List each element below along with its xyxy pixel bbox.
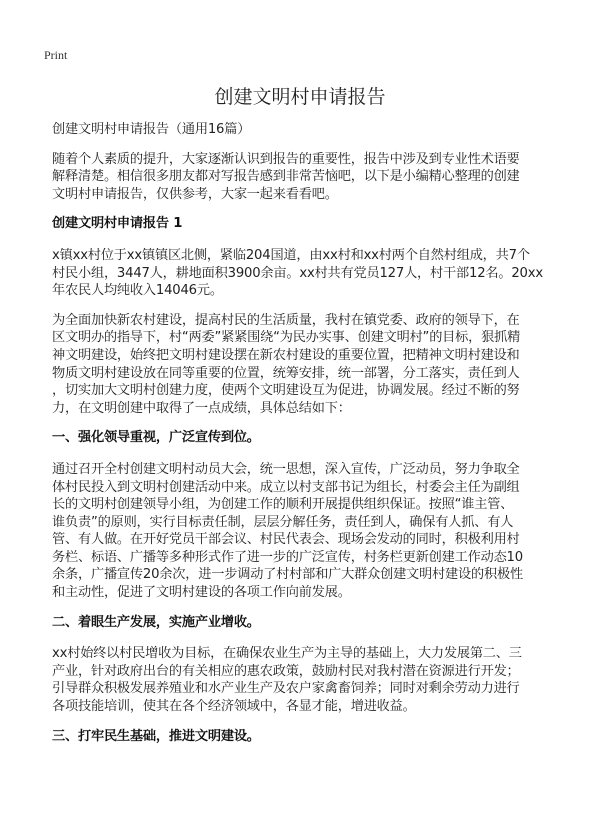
text-line: 产业，针对政府出台的有关相应的惠农政策，鼓励村民对我村潜在资源进行开发；: [52, 663, 520, 679]
text-line: 物质文明村建设放在同等重要的位置，统筹安排，统一部署，分工落实，责任到人: [52, 365, 520, 381]
text-line: 体村民投入到文明村创建活动中来。成立以村支部书记为组长，村委会主任为副组: [52, 479, 520, 495]
text-line: 谁负责”的原则，实行目标责任制，层层分解任务，责任到人，确保有人抓、有人: [52, 514, 514, 530]
text-line: 力，在文明创建中取得了一点成绩，具体总结如下：: [52, 400, 351, 416]
text-line: ，切实加大文明村创建力度，使两个文明建设互为促进，协调发展。经过不断的努: [52, 383, 520, 399]
text-line: 年农民人均纯收入14046元。: [52, 283, 223, 299]
paragraph: [52, 312, 552, 418]
subheading-2: 二、着眼生产发展，实施产业增收。: [52, 614, 260, 630]
text-line: 区文明办的指导下，村“两委”紧紧围绕“为民办实事、创建文明村”的目标，狠抓精: [52, 330, 521, 346]
text-line: 为全面加快新农村建设，提高村民的生活质量，我村在镇党委、政府的领导下，在: [52, 312, 520, 328]
text-line: 村民小组，3447人，耕地面积3900余亩。xx村共有党员127人，村干部12名。20xx: [52, 265, 543, 281]
document-subtitle: 创建文明村申请报告（通用16篇）: [52, 122, 251, 137]
subheading-1: 一、强化领导重视，广泛宣传到位。: [52, 430, 260, 446]
text-line: 和主动性，促进了文明村建设的各项工作向前发展。: [52, 585, 351, 601]
text-line: 文明村申请报告，仅供参考，大家一起来看看吧。: [52, 186, 338, 202]
text-line: 各项技能培训，使其在各个经济领域中，各显才能，增进收益。: [52, 699, 416, 715]
subheading-3: 三、打牢民生基础，推进文明建设。: [52, 728, 260, 744]
paragraph: [52, 461, 552, 602]
text-line: xx村始终以村民增收为目标，在确保农业生产为主导的基础上，大力发展第二、三: [52, 646, 522, 662]
intro-paragraph: [52, 151, 552, 204]
document-body: [52, 121, 552, 759]
section-heading: 创建文明村申请报告 1: [52, 216, 183, 232]
text-line: 务栏、标语、广播等多种形式作了进一步的广泛宣传，村务栏更新创建工作动态10: [52, 549, 523, 565]
paragraph: [52, 645, 552, 715]
paragraph: [52, 247, 552, 300]
print-link[interactable]: Print: [44, 48, 68, 62]
text-line: 管、有人做。在开好党员干部会议、村民代表会、现场会发动的同时，积极利用村: [52, 532, 520, 548]
text-line: 通过召开全村创建文明村动员大会，统一思想，深入宣传，广泛动员，努力争取全: [52, 461, 520, 477]
text-line: 解释清楚。相信很多朋友都对写报告感到非常苦恼吧，以下是小编精心整理的创建: [52, 169, 520, 185]
text-line: 神文明建设，始终把文明村建设摆在新农村建设的重要位置，把精神文明村建设和: [52, 347, 520, 363]
text-line: x镇xx村位于xx镇镇区北侧，紧临204国道，由xx村和xx村两个自然村组成，共7个: [52, 247, 530, 263]
document-title: 创建文明村申请报告: [214, 86, 386, 108]
text-line: 随着个人素质的提升，大家逐渐认识到报告的重要性，报告中涉及到专业性术语要: [52, 151, 520, 167]
text-line: 余条，广播宣传20余次，进一步调动了村村部和广大群众创建文明村建设的积极性: [52, 567, 523, 583]
text-line: 长的文明村创建领导小组，为创建工作的顺利开展提供组织保证。按照“谁主管、: [52, 497, 514, 513]
text-line: 引导群众积极发展养殖业和水产业生产及农户家禽畜饲养；同时对剩余劳动力进行: [52, 681, 520, 697]
